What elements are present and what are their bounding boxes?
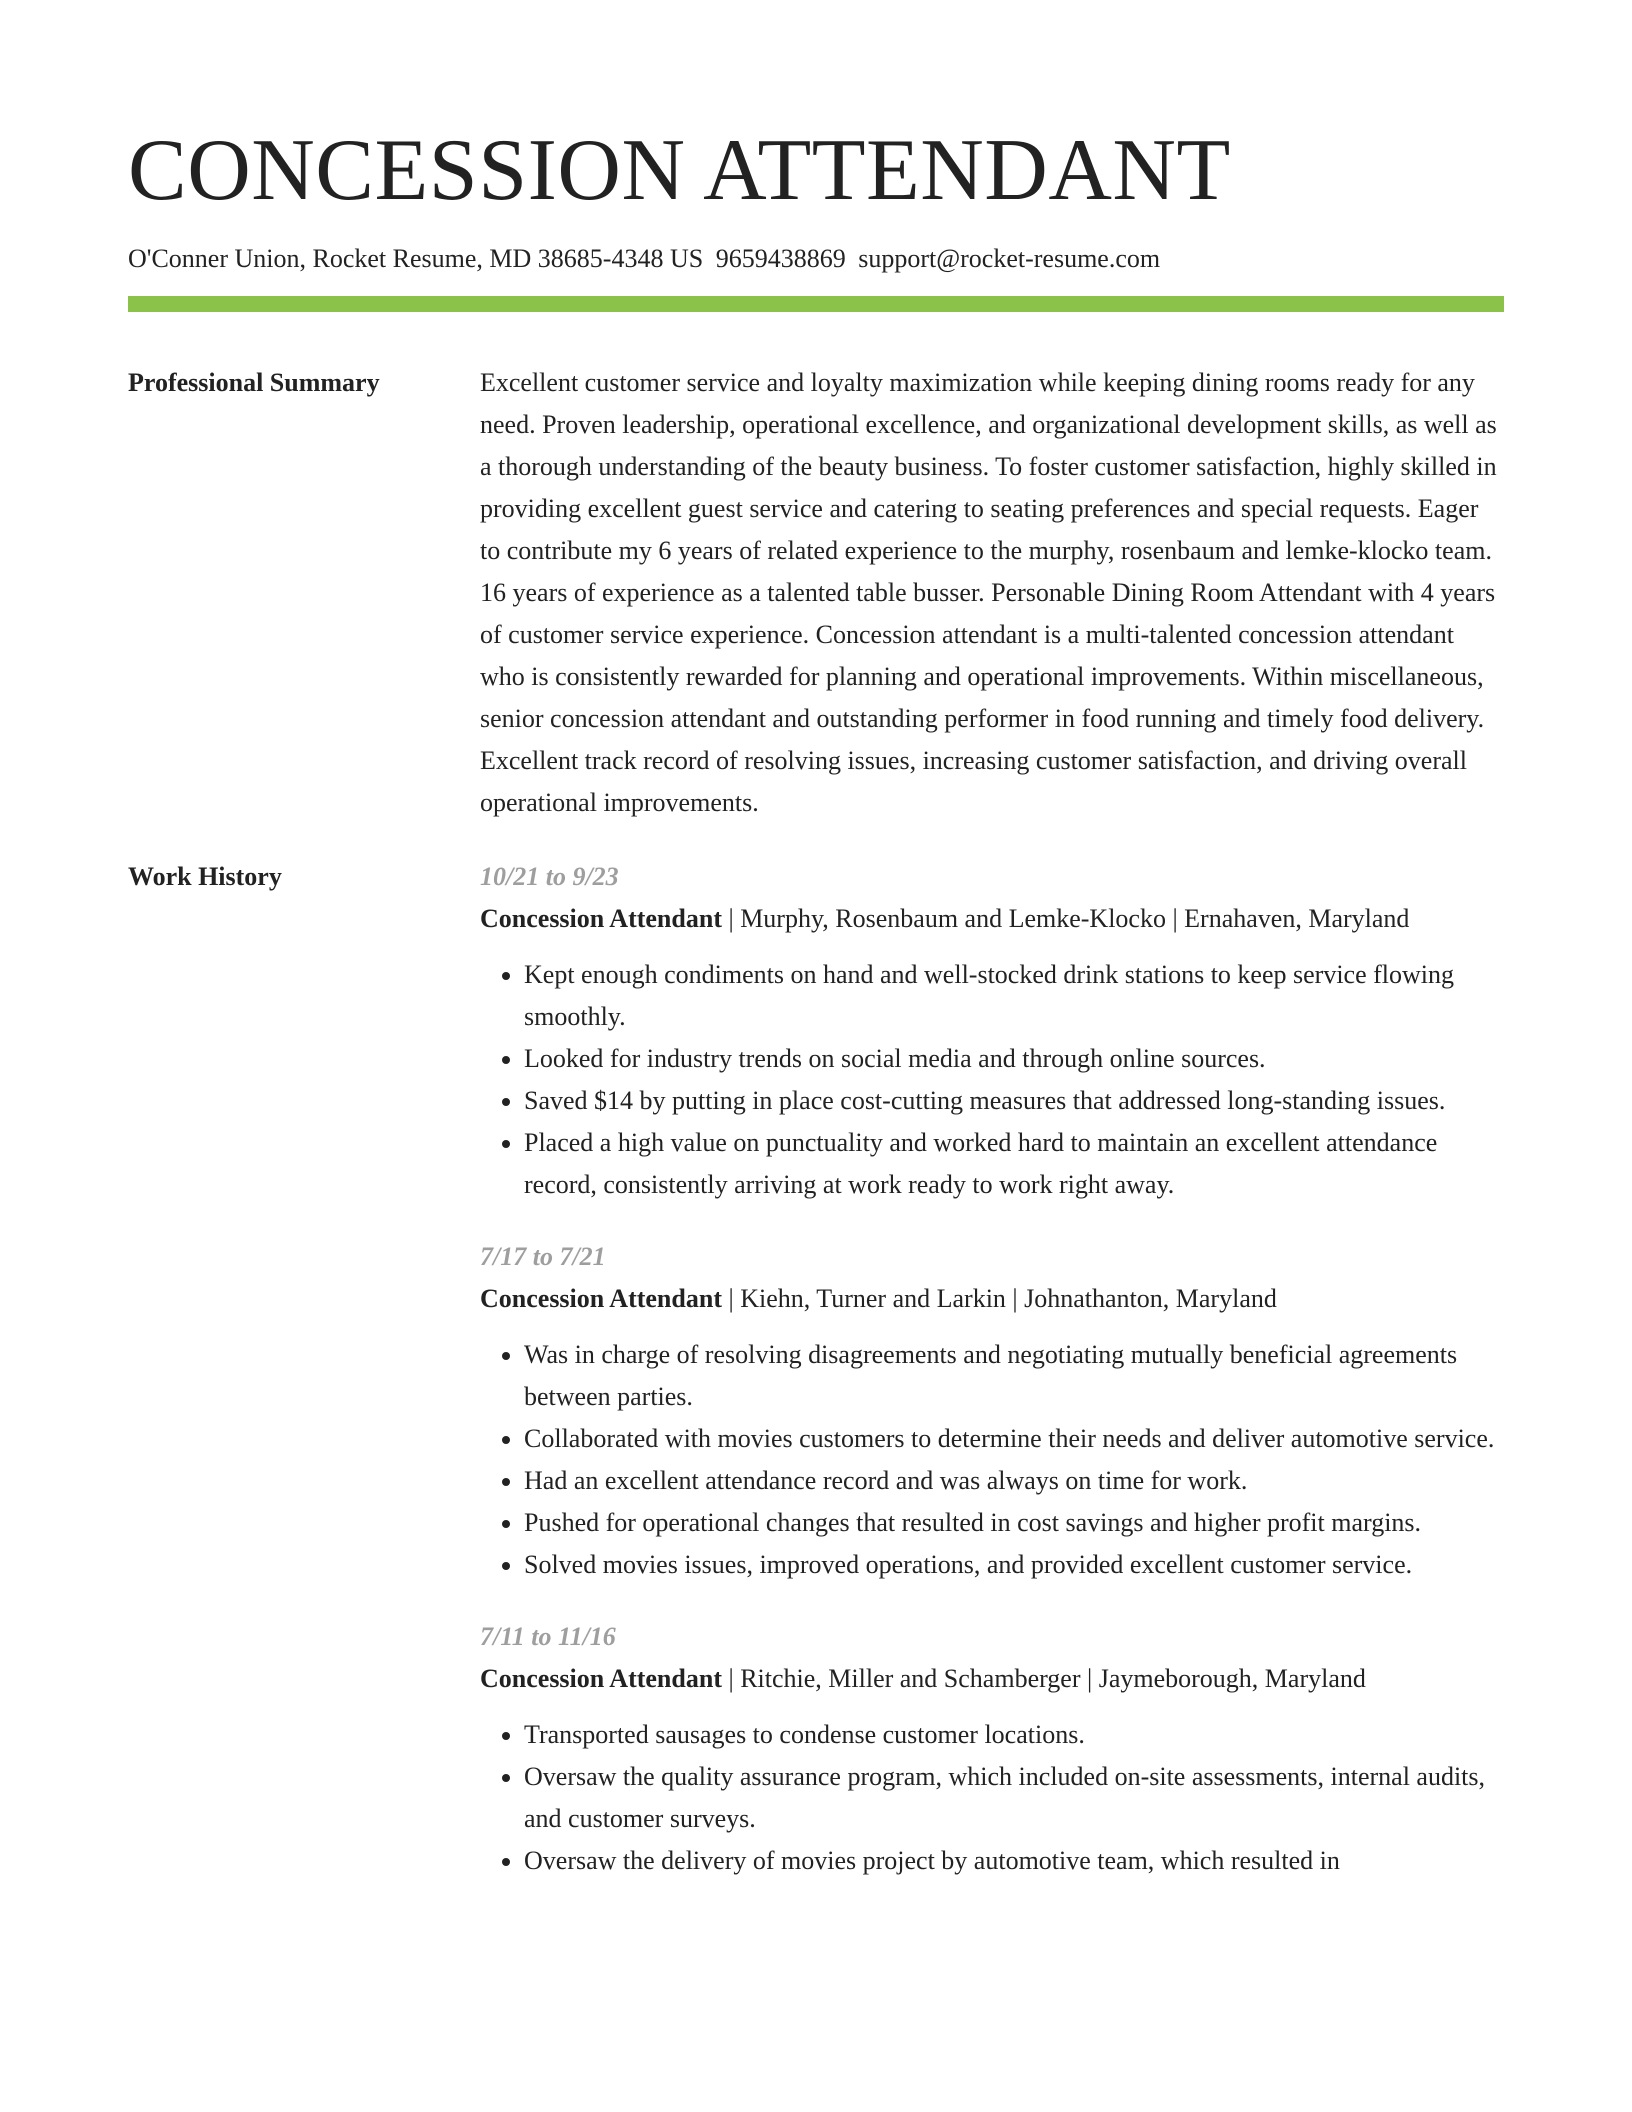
contact-phone: 9659438869 (715, 244, 846, 273)
job-bullet: • Kept enough condiments on hand and well-stocked drink stations to keep service flowing smoothly. (524, 954, 1504, 1038)
job-bullet: • Pushed for operational changes that resulted in cost savings and higher profit margins. (524, 1502, 1504, 1544)
job-bullets (480, 1714, 1504, 1882)
job-title: Concession Attendant (480, 1664, 722, 1693)
job-heading (480, 1278, 1504, 1320)
job-bullets (480, 1334, 1504, 1586)
job-bullet: • Oversaw the quality assurance program, which included on-site assessments, internal audits, and customer surveys. (524, 1756, 1504, 1840)
job-entry (480, 1236, 1504, 1586)
resume-title: CONCESSION ATTENDANT (128, 122, 1231, 219)
job-details: | Kiehn, Turner and Larkin | Johnathanton, Maryland (721, 1284, 1277, 1313)
summary-text: Excellent customer service and loyalty maximization while keeping dining rooms ready for any need. Proven leadership, operational excellence, and organizational development skills, as well as a thorough understanding of the beauty business. To foster customer satisfaction, highly skilled in providing excellent guest service and catering to seating preferences and special requests. Eager to contribute my 6 years of related experience to the murphy, rosenbaum and lemke-klocko team. 16 years of experience as a talented table busser. Personable Dining Room Attendant with 4 years of customer service experience. Concession attendant is a multi-talented concession attendant who is consistently rewarded for planning and operational improvements. Within miscellaneous, senior concession attendant and outstanding performer in food running and timely food delivery. Excellent track record of resolving issues, increasing customer satisfaction, and driving overall operational improvements. (480, 368, 1497, 817)
work-history-body (480, 856, 1504, 1912)
contact-line (128, 242, 1504, 276)
accent-divider (128, 296, 1504, 312)
job-entry (480, 1616, 1504, 1882)
work-history-heading: Work History (128, 862, 282, 891)
job-details: | Ritchie, Miller and Schamberger | Jaymeborough, Maryland (721, 1664, 1366, 1693)
job-bullet: • Transported sausages to condense customer locations. (524, 1714, 1504, 1756)
job-bullet: • Was in charge of resolving disagreements and negotiating mutually beneficial agreements between parties. (524, 1334, 1504, 1418)
contact-address: O'Conner Union, Rocket Resume, MD 38685-4348 US (128, 244, 704, 273)
job-bullets (480, 954, 1504, 1206)
job-heading (480, 1658, 1504, 1700)
job-bullet: • Collaborated with movies customers to determine their needs and deliver automotive service. (524, 1418, 1504, 1460)
job-bullet: • Saved $14 by putting in place cost-cutting measures that addressed long-standing issues. (524, 1080, 1504, 1122)
work-history-section (128, 856, 1504, 1912)
summary-section (128, 362, 1504, 824)
contact-email: support@rocket-resume.com (858, 244, 1161, 273)
summary-body (480, 362, 1504, 824)
job-title: Concession Attendant (480, 904, 722, 933)
job-bullet: • Looked for industry trends on social media and through online sources. (524, 1038, 1504, 1080)
job-bullet: • Solved movies issues, improved operations, and provided excellent customer service. (524, 1544, 1504, 1586)
job-bullet: • Placed a high value on punctuality and worked hard to maintain an excellent attendance record, consistently arriving at work ready to work right away. (524, 1122, 1504, 1206)
job-dates: 7/17 to 7/21 (480, 1242, 606, 1271)
job-dates: 7/11 to 11/16 (480, 1622, 616, 1651)
job-bullet: • Had an excellent attendance record and was always on time for work. (524, 1460, 1504, 1502)
job-bullet: • Oversaw the delivery of movies project by automotive team, which resulted in (524, 1840, 1504, 1882)
job-entry (480, 856, 1504, 1206)
summary-heading: Professional Summary (128, 368, 380, 397)
job-heading (480, 898, 1504, 940)
resume-page (128, 0, 1504, 1912)
job-dates: 10/21 to 9/23 (480, 862, 619, 891)
job-title: Concession Attendant (480, 1284, 722, 1313)
job-details: | Murphy, Rosenbaum and Lemke-Klocko | Ernahaven, Maryland (721, 904, 1410, 933)
